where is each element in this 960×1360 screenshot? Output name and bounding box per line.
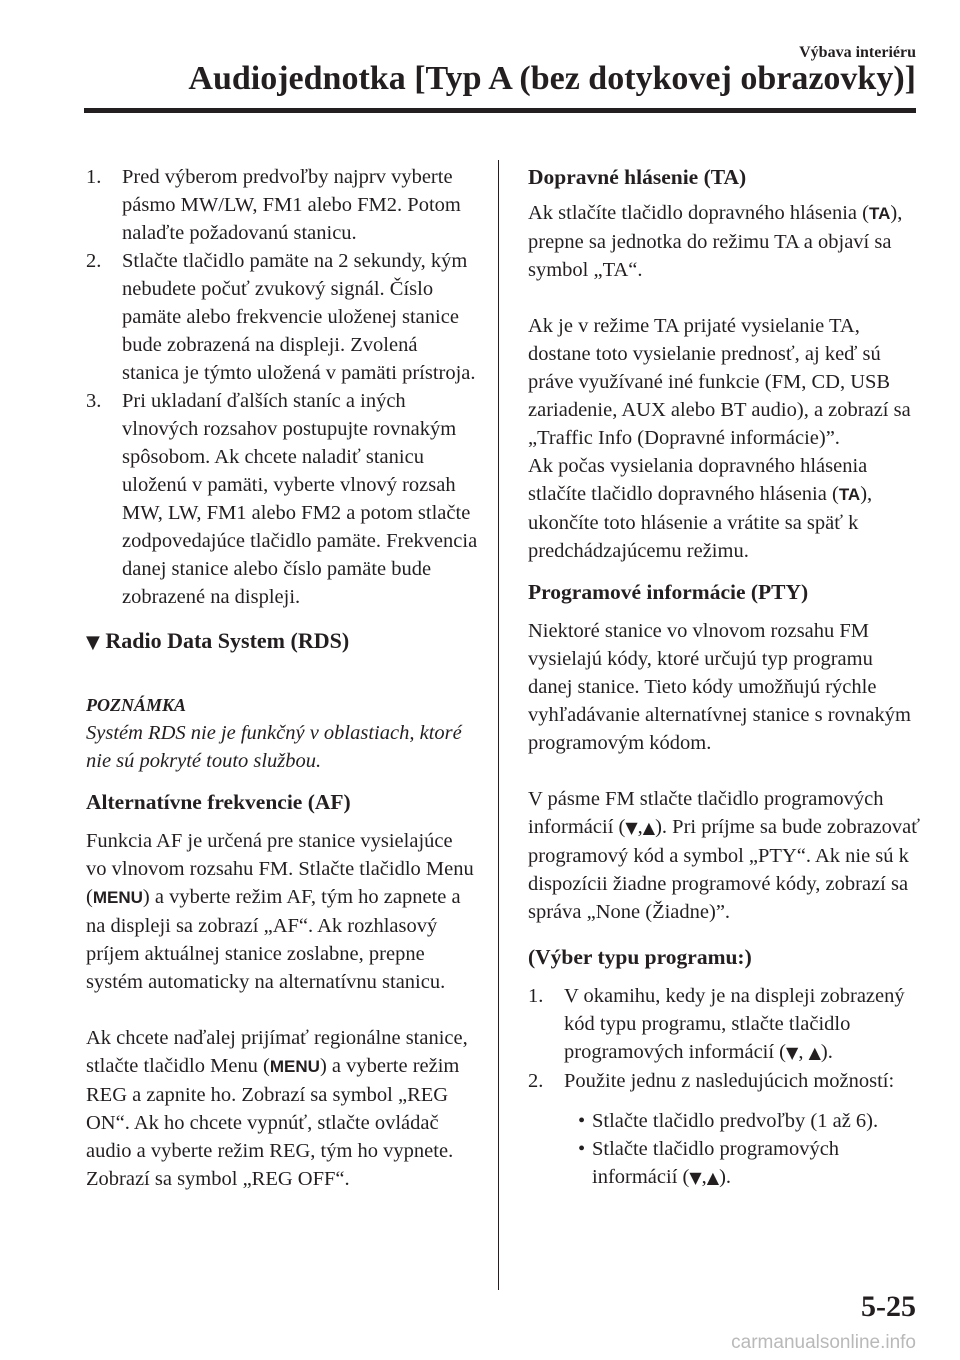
sel1-end: ).: [820, 1041, 833, 1063]
af-paragraph-1: [86, 827, 478, 996]
pty-p2-start: V pásme FM stlačte tlačidlo programových informácií (: [528, 788, 884, 838]
step-number: 1.: [86, 166, 102, 188]
bullet2-end: ).: [719, 1166, 732, 1188]
step-number: 2.: [86, 250, 102, 272]
step-text: [564, 982, 920, 1067]
ta-key-label: TA: [838, 485, 861, 504]
triangle-up-icon: ▲: [706, 1168, 720, 1187]
step-number: 1.: [528, 985, 544, 1007]
select-heading: (Výber typu programu:): [528, 945, 752, 969]
list-item: [86, 163, 478, 247]
watermark: carmanualsonline.info: [731, 1332, 916, 1353]
af-p2-end: ) a vyberte režim REG a zapnite ho. Zobrazí sa symbol „REG ON“. Ak ho chcete vypnúť, stlačte ovládač audio a vyberte režim REG, tým ho vypnete. Zobrazí sa symbol „REG OFF“.: [86, 1055, 460, 1190]
step-text: Použite jednu z nasledujúcich možností:: [564, 1070, 895, 1092]
af-heading: Alternatívne frekvencie (AF): [86, 790, 351, 814]
triangle-up-icon: ▲: [642, 818, 656, 837]
pty-p2-end: ). Pri príjme sa bude zobrazovať programový kód a symbol „PTY“. Ak nie sú k dispozícii žiadne programové kódy, zobrazí sa správa „None (Žiadne)”.: [528, 816, 921, 923]
ta-heading: Dopravné hlásenie (TA): [528, 165, 747, 189]
menu-key-label: MENU: [269, 1057, 320, 1076]
page-number: 5-25: [861, 1290, 916, 1323]
preset-steps-list: [86, 163, 478, 611]
sel1-start: V okamihu, kedy je na displeji zobrazený kód typu programu, stlačte tlačidlo programových informácií (: [564, 985, 905, 1063]
left-column: [86, 163, 478, 1193]
note-text: Systém RDS nie je funkčný v oblastiach, ktoré nie sú pokryté touto službou.: [86, 722, 462, 772]
section-label: Výbava interiéru: [799, 44, 916, 61]
select-steps-list: [528, 982, 920, 1095]
right-column: [528, 163, 920, 1192]
triangle-down-icon: ▼: [625, 818, 638, 837]
pty-paragraph-2: [528, 785, 920, 926]
list-item: [528, 1067, 920, 1095]
af-p1-start: Funkcia AF je určená pre stanice vysielajúce vo vlnovom rozsahu FM. Stlačte tlačidlo Menu (: [86, 830, 474, 908]
separator: ,: [701, 1166, 707, 1188]
bullet-icon: •: [578, 1138, 586, 1160]
page-title: Audiojednotka [Typ A (bez dotykovej obrazovky)]: [188, 60, 916, 97]
ta-key-label: TA: [868, 204, 891, 223]
triangle-down-icon: ▼: [689, 1168, 702, 1187]
pty-heading: Programové informácie (PTY): [528, 580, 809, 604]
menu-key-label: MENU: [92, 888, 143, 907]
triangle-down-icon: ▼: [86, 632, 100, 653]
rds-heading-text: Radio Data System (RDS): [105, 628, 350, 653]
separator: ,: [798, 1041, 804, 1063]
list-item: [528, 982, 920, 1067]
options-list: [528, 1107, 920, 1192]
step-text: Stlačte tlačidlo pamäte na 2 sekundy, kým nebudete počuť zvukový signál. Číslo pamäte alebo frekvencie uloženej stanice bude zobrazená na displeji. Zvolená stanica je týmto uložená v pamäti prístroja.: [122, 250, 476, 384]
triangle-up-icon: ▲: [808, 1043, 821, 1062]
step-number: 3.: [86, 390, 102, 412]
header-rule: [84, 108, 916, 113]
bullet-icon: •: [578, 1110, 586, 1132]
bullet2-start: Stlačte tlačidlo programových informácií (: [592, 1138, 840, 1188]
column-divider: [498, 160, 499, 1290]
ta-paragraph-3: [528, 452, 920, 565]
step-text: Pri ukladaní ďalších staníc a iných vlnových rozsahov postupujte rovnakým spôsobom. Ak chcete naladiť stanicu uloženú v pamäti, vyberte vlnový rozsah MW, LW, FM1 alebo FM2 a potom stlačte zodpovedajúce tlačidlo pamäte. Frekvencia danej stanice alebo číslo pamäte bude zobrazené na displeji.: [122, 390, 478, 608]
af-paragraph-2: [86, 1024, 478, 1193]
ta-p3-start: Ak počas vysielania dopravného hlásenia stlačíte tlačidlo dopravného hlásenia (: [528, 455, 868, 505]
ta-p1-end: ), prepne sa jednotka do režimu TA a objaví sa symbol „TA“.: [528, 202, 903, 281]
step-text: Pred výberom predvoľby najprv vyberte pásmo MW/LW, FM1 alebo FM2. Potom nalaďte požadovanú stanicu.: [122, 166, 461, 244]
pty-paragraph-1: Niektoré stanice vo vlnovom rozsahu FM vysielajú kódy, ktoré určujú typ programu danej stanice. Tieto kódy umožňujú rýchle vyhľadávanie alternatívnej stanice s rovnakým programovým kódom.: [528, 620, 911, 754]
bullet-text: Stlačte tlačidlo predvoľby (1 až 6).: [592, 1110, 879, 1132]
list-item: [86, 387, 478, 611]
separator: ,: [637, 816, 643, 838]
af-p2-start: Ak chcete naďalej prijímať regionálne stanice, stlačte tlačidlo Menu (: [86, 1027, 468, 1077]
step-number: 2.: [528, 1070, 544, 1092]
note-heading: POZNÁMKA: [86, 695, 187, 715]
bullet-text: [592, 1135, 920, 1192]
ta-paragraph-2: Ak je v režime TA prijaté vysielanie TA, dostane toto vysielanie prednosť, aj keď sú práve využívané iné funkcie (FM, CD, USB zariadenie, AUX alebo BT audio), a zobrazí sa „Traffic Info (Dopravné informácie)”.: [528, 315, 911, 449]
list-item: [578, 1107, 920, 1135]
rds-heading: [86, 627, 478, 657]
ta-p1-start: Ak stlačíte tlačidlo dopravného hlásenia (: [528, 202, 869, 224]
triangle-down-icon: ▼: [786, 1043, 799, 1062]
ta-p3-end: ), ukončíte toto hlásenie a vrátite sa späť k predchádzajúcemu režimu.: [528, 483, 873, 562]
list-item: [86, 247, 478, 387]
list-item: [578, 1135, 920, 1192]
ta-paragraph-1: [528, 199, 920, 284]
af-p1-end: ) a vyberte režim AF, tým ho zapnete a na displeji sa zobrazí „AF“. Ak rozhlasový príjem aktuálnej stanice zoslabne, prepne systém automaticky na alternatívnu stanicu.: [86, 886, 461, 993]
